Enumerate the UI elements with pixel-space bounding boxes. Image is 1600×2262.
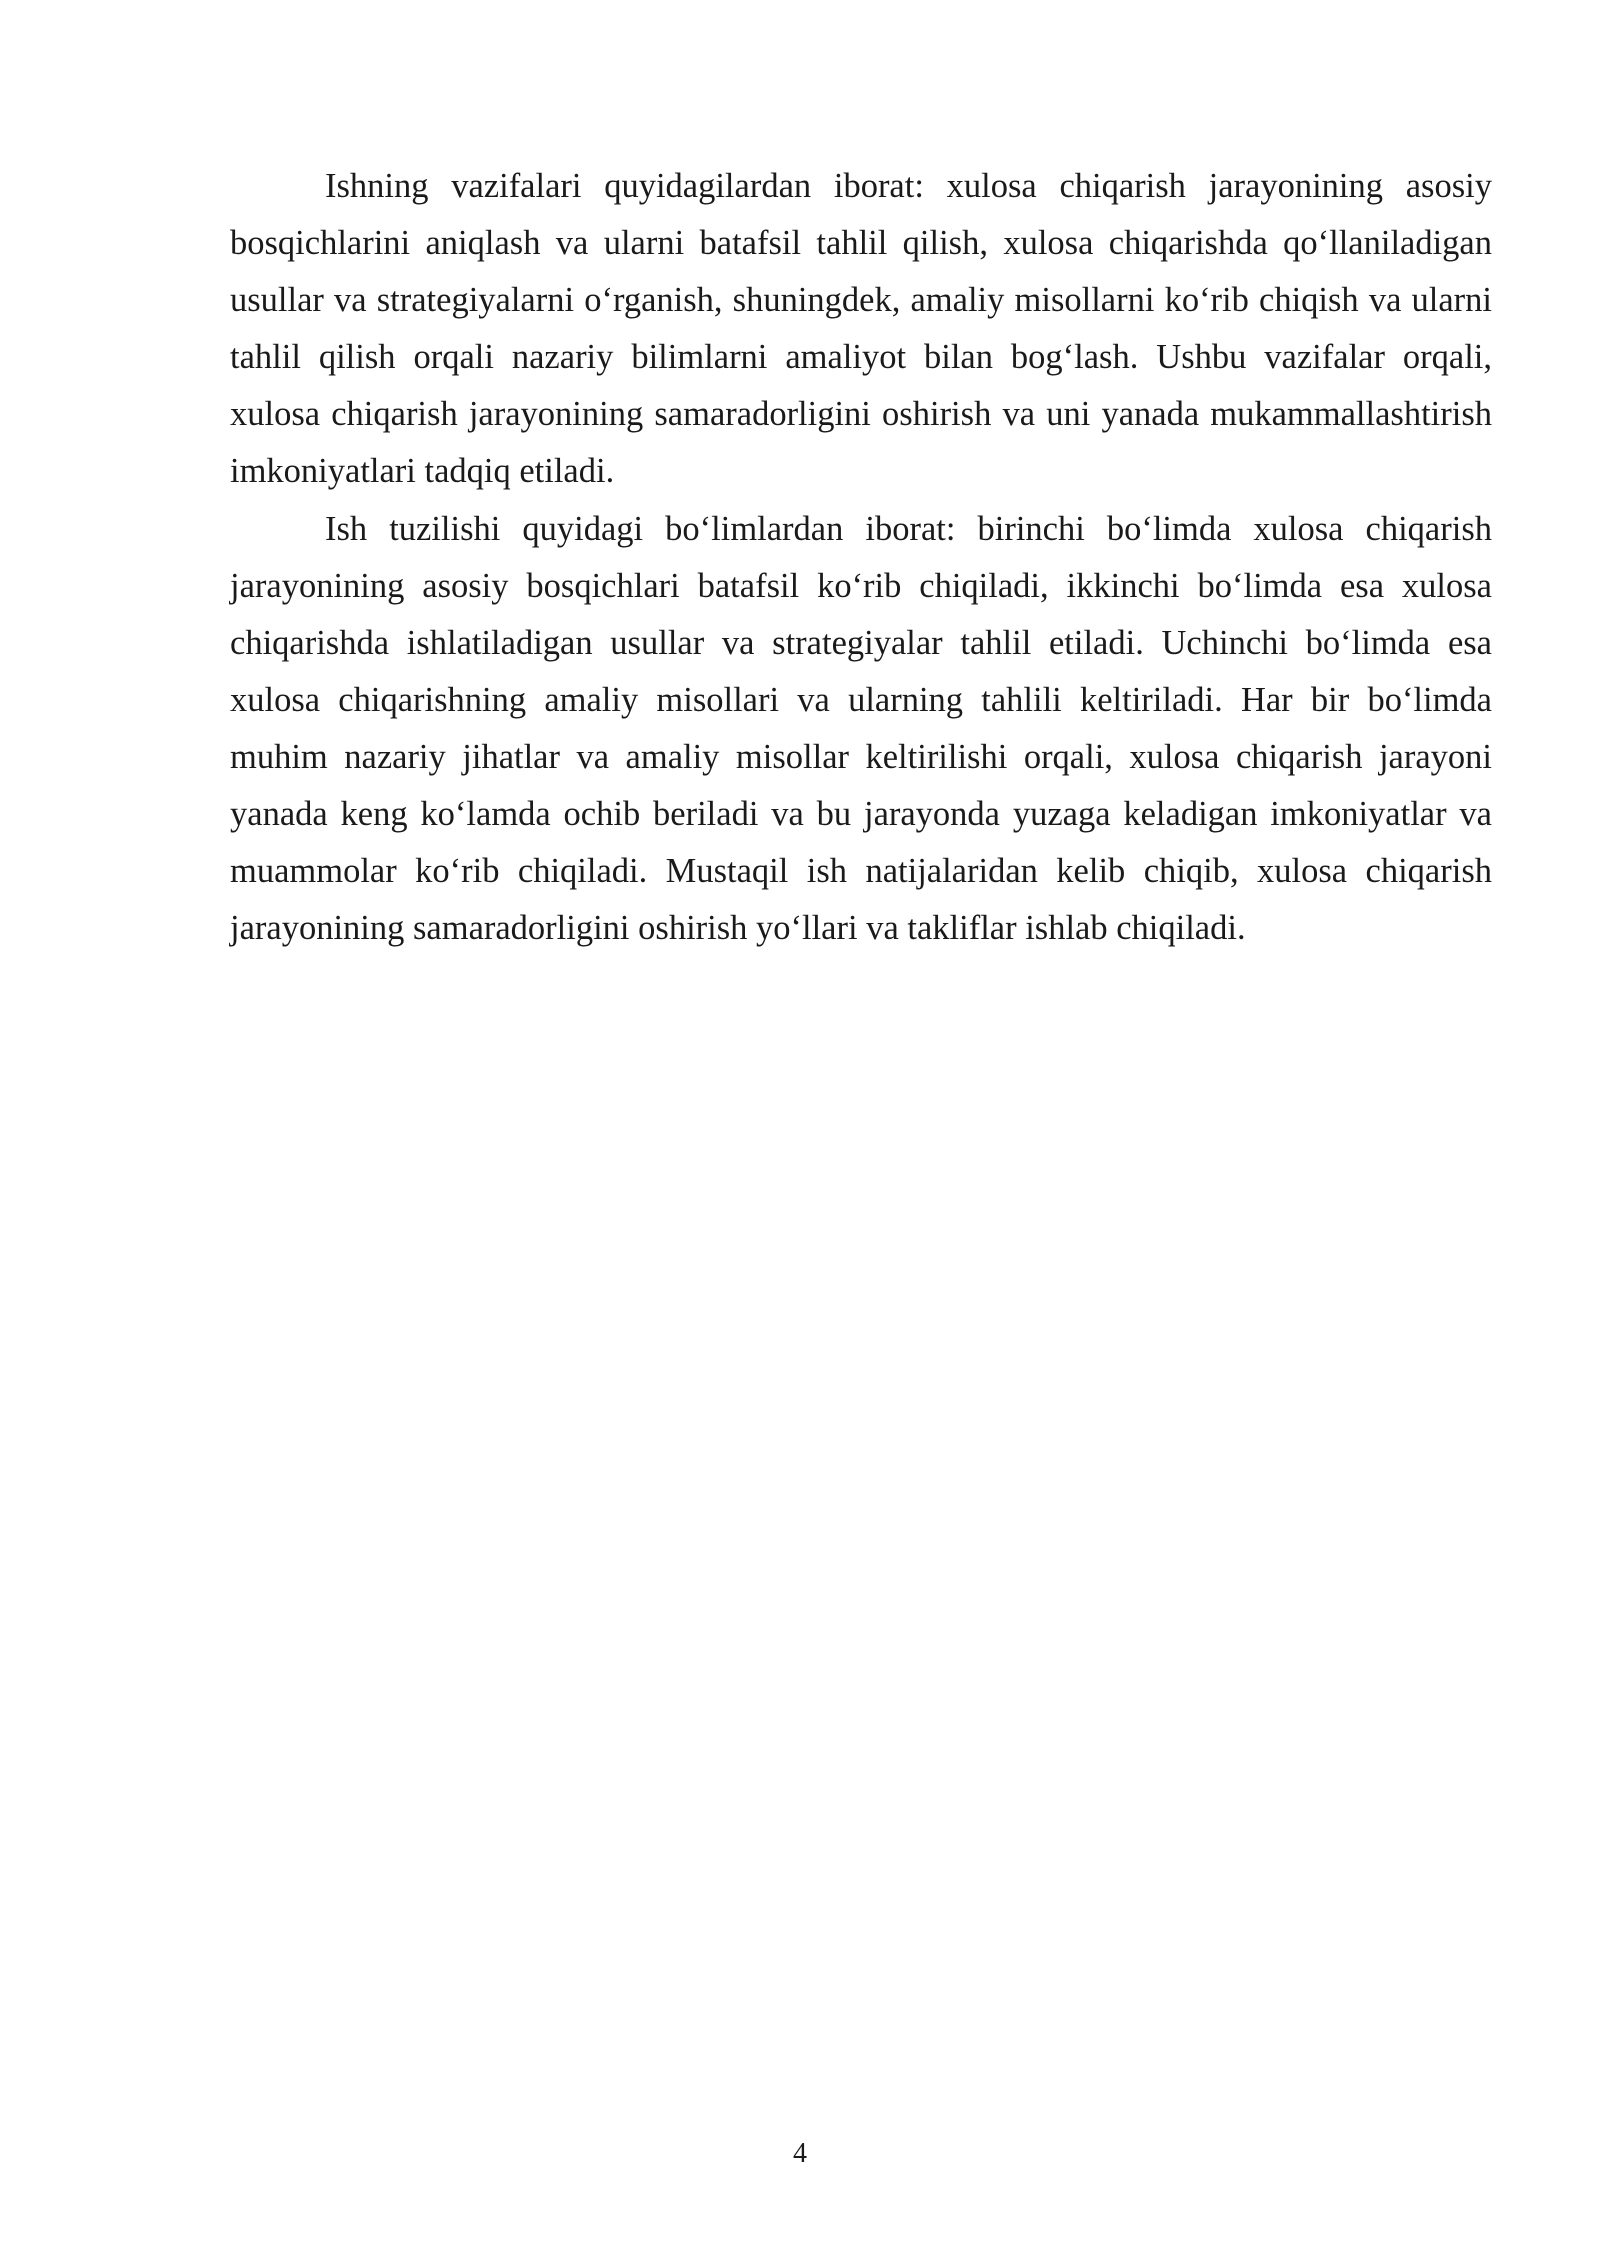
page-number: 4 — [793, 2138, 807, 2169]
body-text — [230, 158, 1492, 957]
paragraph-structure: Ish tuzilishi quyidagi bo‘limlardan iborat: birinchi bo‘limda xulosa chiqarish jarayonining asosiy bosqichlari batafsil ko‘rib chiqiladi, ikkinchi bo‘limda esa xulosa chiqarishda ishlatiladigan usullar va strategiyalar tahlil etiladi. Uchinchi bo‘limda esa xulosa chiqarishning amaliy misollari va ularning tahlili keltiriladi. Har bir bo‘limda muhim nazariy jihatlar va amaliy misollar keltirilishi orqali, xulosa chiqarish jarayoni yanada keng ko‘lamda ochib beriladi va bu jarayonda yuzaga keladigan imkoniyatlar va muammolar ko‘rib chiqiladi. Mustaqil ish natijalaridan kelib chiqib, xulosa chiqarish jarayonining samaradorligini oshirish yo‘llari va takliflar ishlab chiqiladi. — [230, 509, 1492, 948]
paragraph-tasks: Ishning vazifalari quyidagilardan iborat: xulosa chiqarish jarayonining asosiy bosqichlarini aniqlash va ularni batafsil tahlil qilish, xulosa chiqarishda qo‘llaniladigan usullar va strategiyalarni o‘rganish, shuningdek, amaliy misollarni ko‘rib chiqish va ularni tahlil qilish orqali nazariy bilimlarni amaliyot bilan bog‘lash. Ushbu vazifalar orqali, xulosa chiqarish jarayonining samaradorligini oshirish va uni yanada mukammallashtirish imkoniyatlari tadqiq etiladi. — [230, 167, 1492, 491]
